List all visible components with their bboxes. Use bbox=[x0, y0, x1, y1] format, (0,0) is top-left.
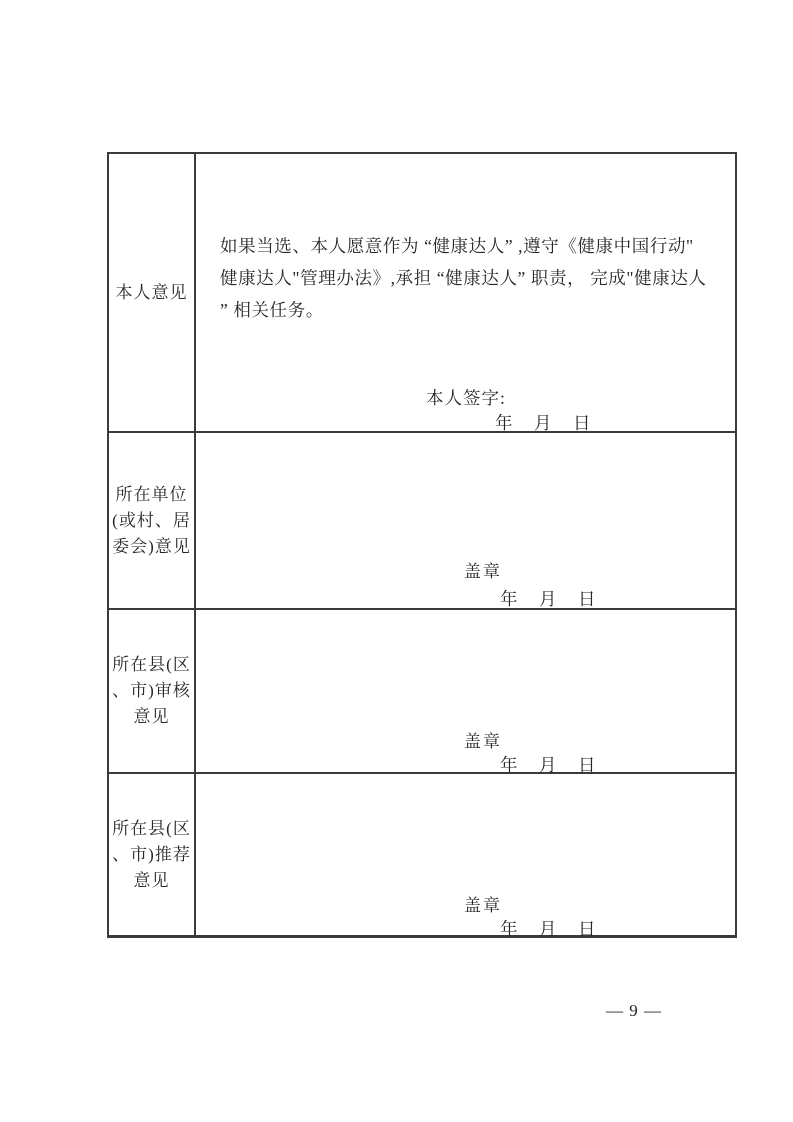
row-content-personal-opinion bbox=[196, 154, 735, 431]
pledge-line: ” 相关任务。 bbox=[220, 300, 324, 320]
row-label-line: 意见 bbox=[133, 870, 170, 890]
row-label-line: 、市)审核 bbox=[112, 681, 191, 700]
seal-placeholder: 盖章 bbox=[464, 896, 502, 915]
row-content-unit-opinion bbox=[196, 433, 735, 608]
row-label-line: 委会)意见 bbox=[112, 536, 191, 556]
row-label-line: (或村、居 bbox=[112, 510, 191, 530]
table-row-unit-opinion bbox=[109, 433, 735, 610]
pledge-line: 如果当选、本人愿意作为 “健康达人” ,遵守《健康中国行动" bbox=[220, 236, 694, 256]
opinion-form-table bbox=[107, 152, 737, 938]
date-placeholder: 年 月 日 bbox=[495, 413, 593, 433]
table-row-county-recommend-opinion bbox=[109, 774, 735, 939]
row-label-line: 所在县(区 bbox=[112, 818, 191, 838]
row-content-county-recommend bbox=[196, 774, 735, 939]
row-label-text: 本人意见 bbox=[115, 282, 188, 302]
row-label-unit-opinion bbox=[109, 433, 196, 608]
date-placeholder: 年 月 日 bbox=[500, 589, 598, 609]
row-label-county-recommend bbox=[109, 774, 196, 935]
row-label-line: 所在县(区 bbox=[112, 655, 191, 674]
row-label-line: 意见 bbox=[133, 707, 170, 726]
date-placeholder: 年 月 日 bbox=[500, 919, 598, 939]
seal-placeholder: 盖章 bbox=[464, 732, 502, 751]
row-label-line: 、市)推荐 bbox=[112, 844, 191, 864]
row-label-line: 所在单位 bbox=[115, 484, 188, 504]
page-number: — 9 — bbox=[606, 1001, 662, 1020]
row-label-county-review bbox=[109, 610, 196, 772]
table-row-county-review-opinion bbox=[109, 610, 735, 774]
row-content-county-review bbox=[196, 610, 735, 775]
pledge-paragraph bbox=[220, 230, 727, 326]
table-row-personal-opinion bbox=[109, 154, 735, 433]
pledge-line: 健康达人"管理办法》,承担 “健康达人” 职责， 完成"健康达人 bbox=[220, 268, 707, 288]
signature-label: 本人签字: bbox=[426, 388, 506, 408]
seal-placeholder: 盖章 bbox=[464, 562, 502, 581]
date-placeholder: 年 月 日 bbox=[500, 755, 598, 775]
row-label-personal-opinion bbox=[109, 154, 196, 431]
